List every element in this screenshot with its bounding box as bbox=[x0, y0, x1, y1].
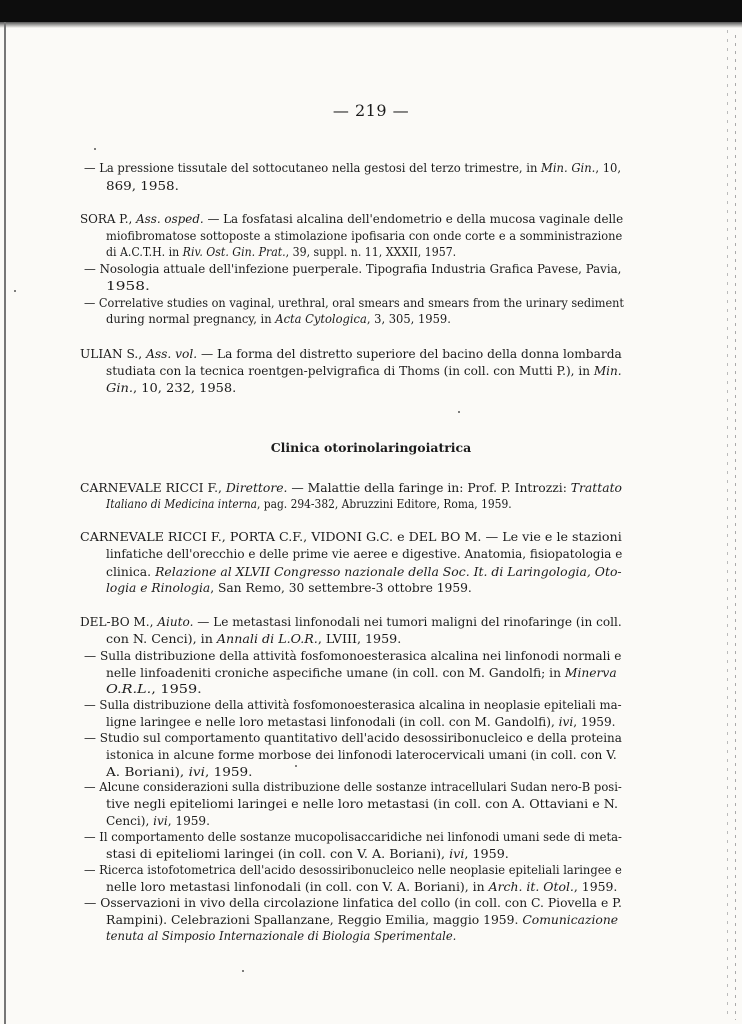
text-line: 869, 1958. bbox=[106, 179, 179, 193]
scan-right-edge bbox=[727, 30, 728, 1020]
text-line: CARNEVALE RICCI F., PORTA C.F., VIDONI G.C. e DEL BO M. — Le vie e le stazioni bbox=[80, 530, 622, 544]
text-line: miofibromatose sottoposte a stimolazione ipofisaria con onde corte e a somministrazione bbox=[106, 229, 623, 243]
text-line: — Alcune considerazioni sulla distribuzione delle sostanze intracellulari Sudan nero-B posi- bbox=[84, 780, 622, 794]
text-line: A. Boriani), ivi, 1959. bbox=[106, 765, 253, 779]
text-line: nelle linfoadeniti croniche aspecifiche umane (in coll. con M. Gandolfi; in Minerva bbox=[106, 666, 617, 680]
text-line: con N. Cenci), in Annali di L.O.R., LVIII, 1959. bbox=[106, 632, 402, 646]
speck bbox=[14, 290, 16, 292]
text-line: ULIAN S., Ass. vol. — La forma del distretto superiore del bacino della donna lombarda bbox=[80, 347, 622, 361]
text-line: — Osservazioni in vivo della circolazione linfatica del collo (in coll. con C. Piovella e P. bbox=[84, 896, 622, 910]
scan-left-edge bbox=[4, 22, 6, 1024]
page-number: — 219 — bbox=[332, 101, 410, 120]
text-line: — Studio sul comportamento quantitativo dell'acido desossiribonucleico e della proteina bbox=[84, 731, 622, 745]
text-line: DEL-BO M., Aiuto. — Le metastasi linfonodali nei tumori maligni del rinofaringe (in coll. bbox=[80, 615, 622, 629]
text-line: Rampini). Celebrazioni Spallanzane, Reggio Emilia, maggio 1959. Comunicazione bbox=[106, 913, 619, 927]
text-line: O.R.L., 1959. bbox=[106, 682, 202, 696]
text-line: istonica in alcune forme morbose dei linfonodi laterocervicali umani (in coll. con V. bbox=[106, 748, 617, 762]
text-line: — Sulla distribuzione della attività fosfomonoesterasica alcalina in neoplasie epiteliali ma- bbox=[84, 698, 622, 712]
text-line: tive negli epiteliomi laringei e nelle loro metastasi (in coll. con A. Ottaviani e N. bbox=[106, 797, 619, 811]
text-line: — Sulla distribuzione della attività fosfomonoesterasica alcalina nei linfonodi normali e bbox=[84, 649, 622, 663]
text-line: — Il comportamento delle sostanze mucopolisaccaridiche nei linfonodi umani sede di meta- bbox=[84, 830, 622, 844]
scan-top-border bbox=[0, 0, 742, 22]
speck bbox=[295, 765, 297, 767]
text-line: — Correlative studies on vaginal, urethral, oral smears and smears from the urinary sediment bbox=[84, 296, 624, 310]
text-line: during normal pregnancy, in Acta Cytologica, 3, 305, 1959. bbox=[106, 312, 451, 326]
text-line: — La pressione tissutale del sottocutaneo nella gestosi del terzo trimestre, in Min. Gin., 10, bbox=[84, 161, 622, 175]
text-line: di A.C.T.H. in Riv. Ost. Gin. Prat., 39, suppl. n. 11, XXXII, 1957. bbox=[106, 245, 457, 259]
speck bbox=[458, 411, 460, 413]
section-heading: Clinica otorinolaringoiatrica bbox=[270, 440, 472, 455]
text-line: — Ricerca istofotometrica dell'acido desossiribonucleico nelle neoplasie epiteliali laringee e bbox=[84, 863, 622, 877]
text-line: 1958. bbox=[106, 279, 150, 293]
text-line: ligne laringee e nelle loro metastasi linfonodali (in coll. con M. Gandolfi), ivi, 1959. bbox=[106, 715, 616, 729]
text-line: nelle loro metastasi linfonodali (in coll. con V. A. Boriani), in Arch. it. Otol., 1959. bbox=[106, 880, 618, 894]
text-line: logia e Rinologia, San Remo, 30 settembre-3 ottobre 1959. bbox=[106, 581, 472, 595]
text-line: Gin., 10, 232, 1958. bbox=[106, 381, 237, 395]
speck bbox=[242, 970, 244, 972]
text-line: linfatiche dell'orecchio e delle prime vie aeree e digestive. Anatomia, fisiopatologia e bbox=[106, 547, 623, 561]
text-line: studiata con la tecnica roentgen-pelvigrafica di Thoms (in coll. con Mutti P.), in Min. bbox=[106, 364, 622, 378]
text-line: tenuta al Simposio Internazionale di Biologia Sperimentale. bbox=[106, 929, 457, 943]
text-line: — Nosologia attuale dell'infezione puerperale. Tipografia Industria Grafica Pavese, Pavia, bbox=[84, 262, 622, 276]
speck bbox=[94, 148, 96, 150]
scan-top-shadow bbox=[0, 22, 742, 28]
scan-right-edge-noise bbox=[735, 30, 736, 1020]
text-line: SORA P., Ass. osped. — La fosfatasi alcalina dell'endometrio e della mucosa vaginale delle bbox=[80, 212, 624, 226]
text-line: CARNEVALE RICCI F., Direttore. — Malattie della faringe in: Prof. P. Introzzi: Trattato bbox=[80, 481, 622, 495]
text-line: Italiano di Medicina interna, pag. 294-382, Abruzzini Editore, Roma, 1959. bbox=[106, 497, 512, 511]
text-line: Cenci), ivi, 1959. bbox=[106, 814, 210, 828]
text-line: clinica. Relazione al XLVII Congresso nazionale della Soc. It. di Laringologia, Oto- bbox=[106, 565, 622, 579]
text-line: stasi di epiteliomi laringei (in coll. con V. A. Boriani), ivi, 1959. bbox=[106, 847, 509, 861]
